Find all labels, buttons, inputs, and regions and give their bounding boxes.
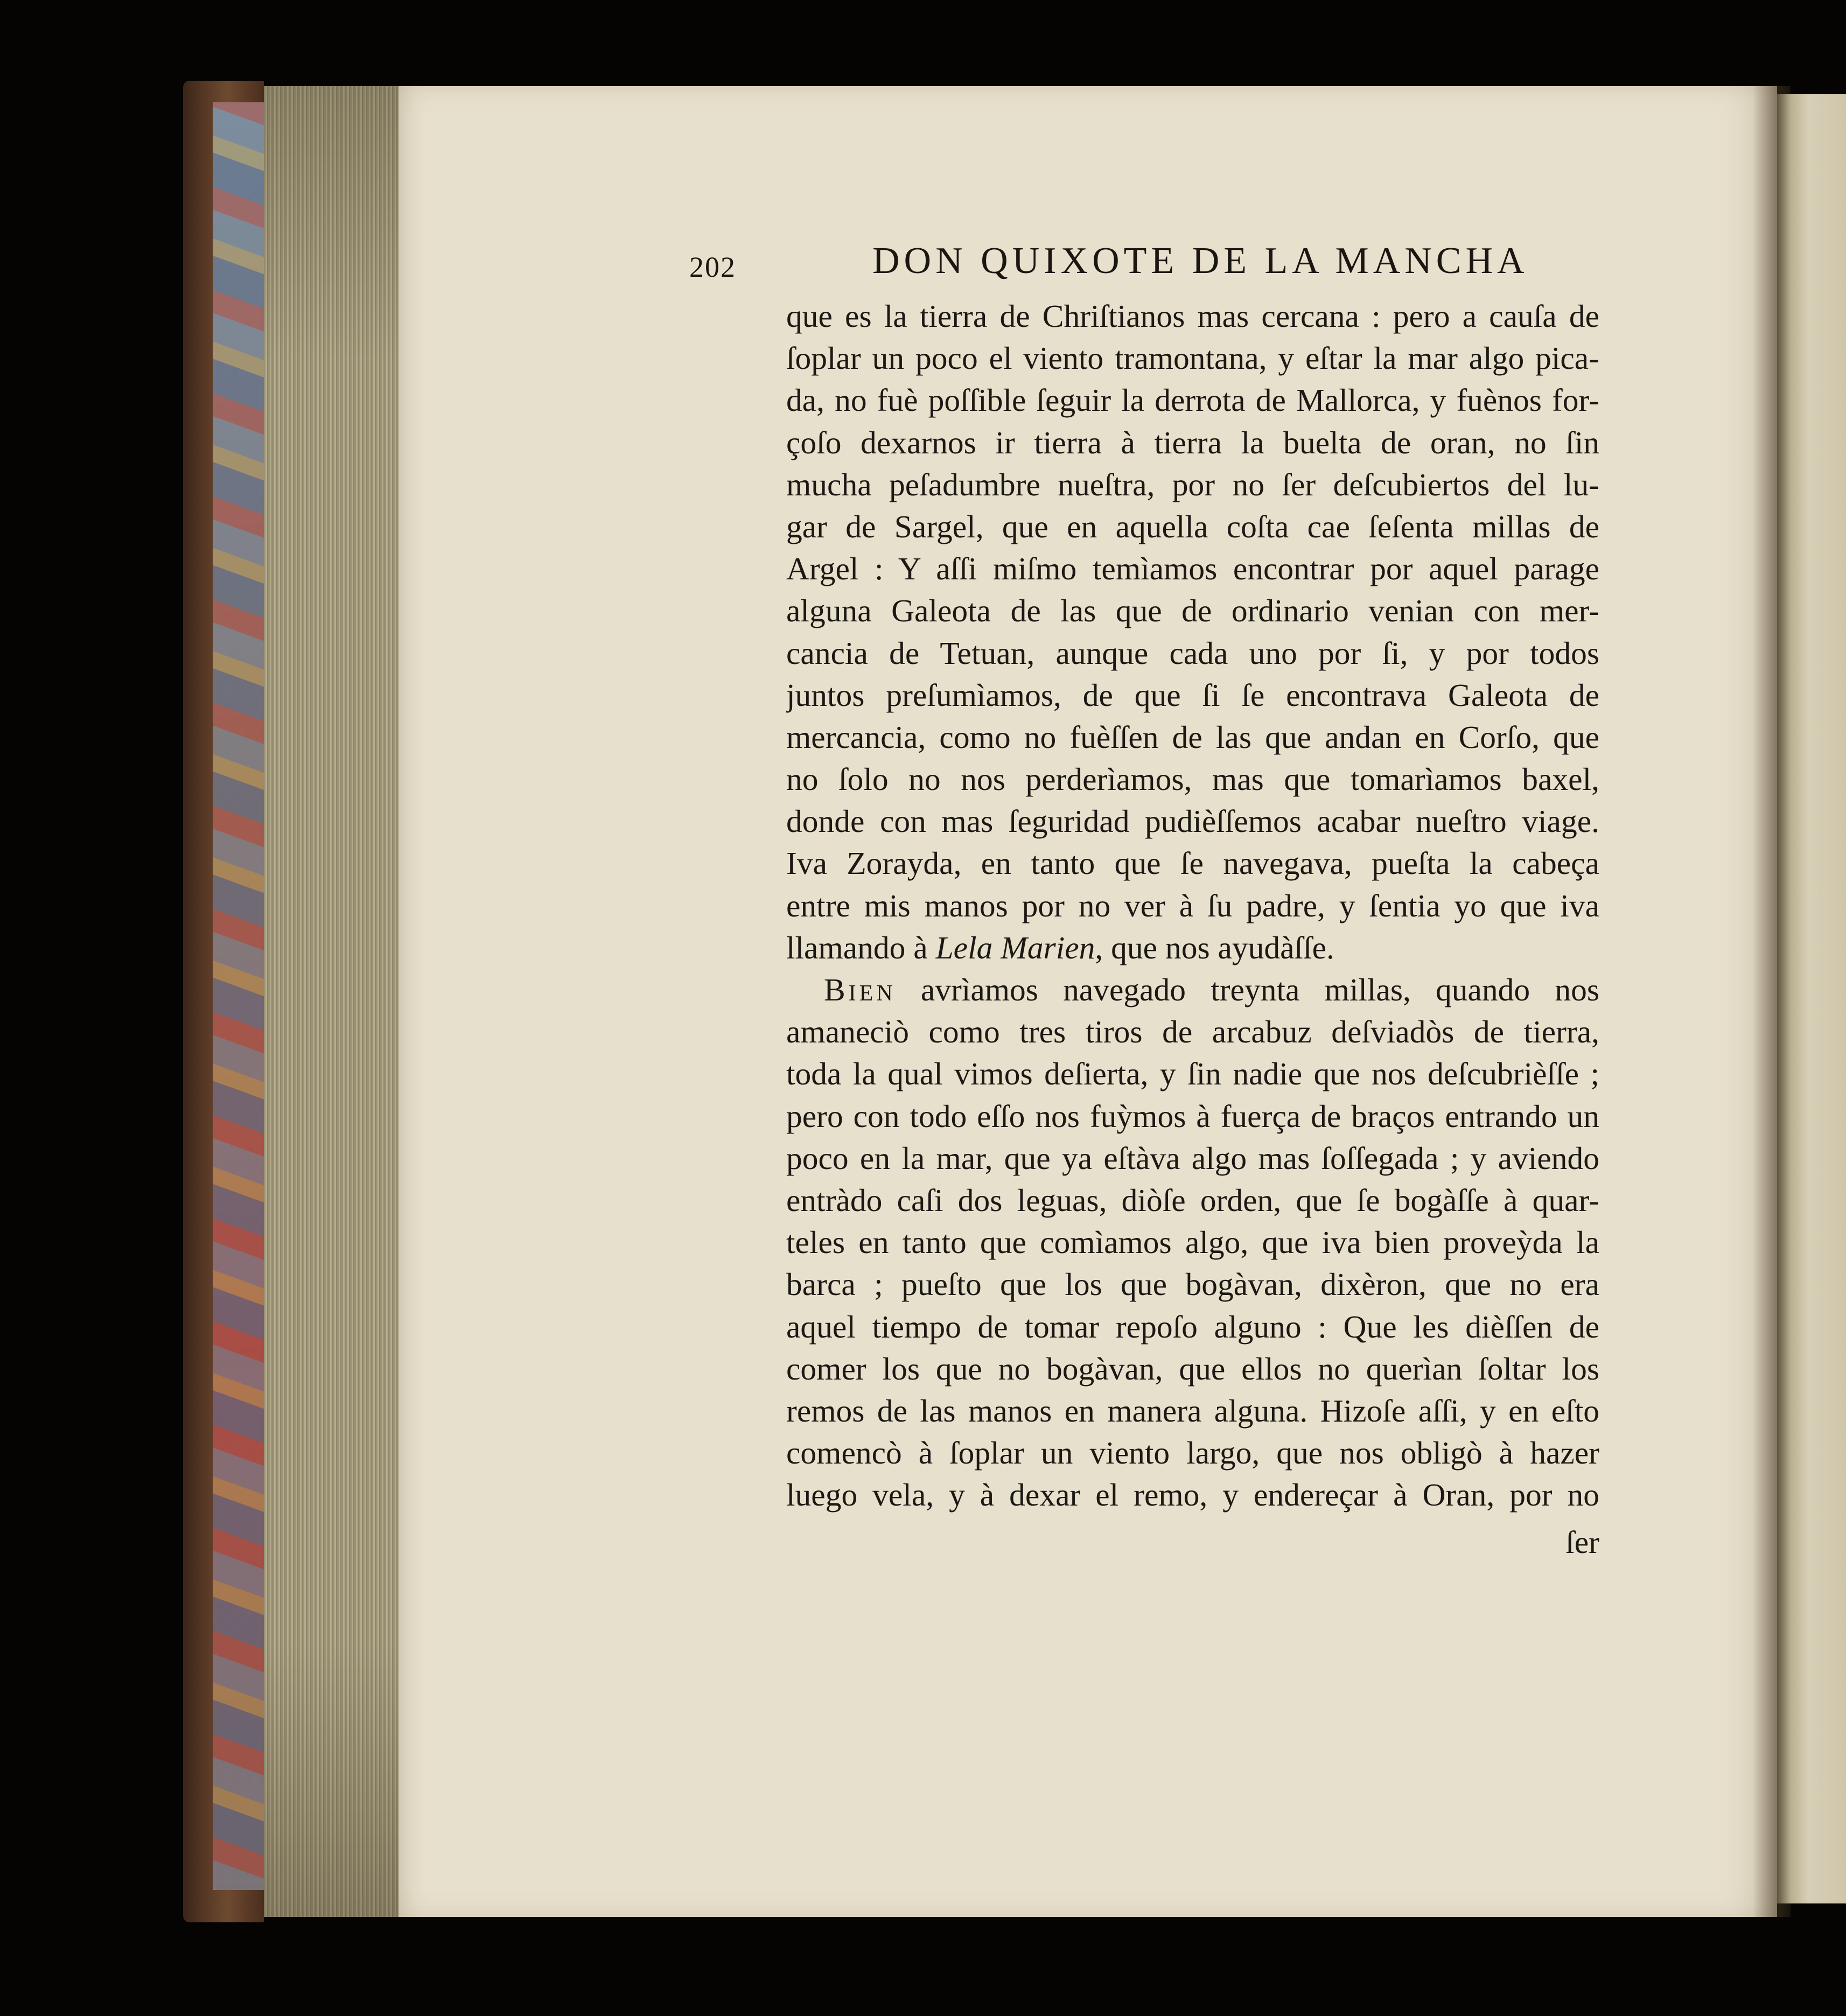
text-line: cancia de Tetuan, aunque cada uno por ſi, y por todos: [786, 635, 1599, 671]
text-line: ſoplar un poco el viento tramontana, y eſtar la mar algo pica-: [786, 340, 1599, 376]
text-line: mercancia, como no fuèſſen de las que andan en Corſo, que: [786, 719, 1599, 755]
body-text: [786, 295, 1599, 1516]
text-line: pero con todo eſſo nos fuỳmos à fuerça de braços entrando un: [786, 1098, 1599, 1134]
text-line: no ſolo no nos perderìamos, mas que tomarìamos baxel,: [786, 761, 1599, 797]
italic-name: Lela Marien: [935, 929, 1095, 965]
text-line: gar de Sargel, que en aquella coſta cae ſeſenta millas de: [786, 508, 1599, 544]
text-line: amaneciò como tres tiros de arcabuz deſviadòs de tierra,: [786, 1014, 1599, 1050]
catchword: ſer: [1565, 1524, 1599, 1560]
page-number: 202: [689, 251, 736, 283]
text-run: llamando à: [786, 929, 936, 965]
text-line: teles en tanto que comìamos algo, que iva bien proveỳda la: [786, 1224, 1599, 1261]
text-line: Iva Zorayda, en tanto que ſe navegava, pueſta la cabeça: [786, 845, 1599, 881]
marbled-endpaper: [213, 102, 264, 1890]
text-line: mucha peſadumbre nueſtra, por no ſer deſcubiertos del lu-: [786, 466, 1599, 502]
text-line: donde con mas ſeguridad pudièſſemos acabar nueſtro viage.: [786, 803, 1599, 839]
text-line: toda la qual vimos deſierta, y ſin nadie que nos deſcubrièſſe ;: [786, 1056, 1599, 1092]
text-line: comencò à ſoplar un viento largo, que nos obligò à hazer: [786, 1435, 1599, 1471]
text-line: juntos preſumìamos, de que ſi ſe encontrava Galeota de: [786, 677, 1599, 713]
facing-page-sliver: [1777, 94, 1846, 1903]
text-line: luego vela, y à dexar el remo, y endereçar à Oran, por no: [786, 1477, 1599, 1513]
paragraph-start-line: [786, 969, 1599, 1011]
text-run: avrìamos navegado treynta millas, quando nos: [896, 972, 1599, 1007]
page-edges-shade: [264, 86, 398, 1917]
page-header: [689, 240, 1605, 288]
text-line: poco en la mar, que ya eſtàva algo mas ſoſſegada ; y aviendo: [786, 1140, 1599, 1176]
text-line: da, no fuè poſſible ſeguir la derrota de Mallorca, y fuènos for-: [786, 382, 1599, 418]
text-line: remos de las manos en manera alguna. Hizoſe aſſi, y en eſto: [786, 1392, 1599, 1429]
text-line: Argel : Y aſſi miſmo temìamos encontrar por aquel parage: [786, 551, 1599, 587]
small-caps-lead: Bien: [824, 972, 896, 1007]
text-line: entràdo caſi dos leguas, diòſe orden, que ſe bogàſſe à quar-: [786, 1182, 1599, 1218]
text-line: çoſo dexarnos ir tierra à tierra la buelta de oran, no ſin: [786, 424, 1599, 460]
text-line: que es la tierra de Chriſtianos mas cercana : pero a cauſa de: [786, 298, 1599, 334]
text-line: alguna Galeota de las que de ordinario venian con mer-: [786, 593, 1599, 629]
running-title: DON QUIXOTE DE LA MANCHA: [872, 240, 1529, 282]
text-line: aquel tiempo de tomar repoſo alguno : Que les dièſſen de: [786, 1308, 1599, 1345]
text-run: , que nos ayudàſſe.: [1095, 929, 1334, 965]
text-line-paragraph-end: [786, 927, 1599, 969]
text-line: entre mis manos por no ver à ſu padre, y ſentia yo que iva: [786, 887, 1599, 923]
text-line: comer los que no bogàvan, que ellos no querìan ſoltar los: [786, 1350, 1599, 1387]
text-line: barca ; pueſto que los que bogàvan, dixèron, que no era: [786, 1266, 1599, 1303]
